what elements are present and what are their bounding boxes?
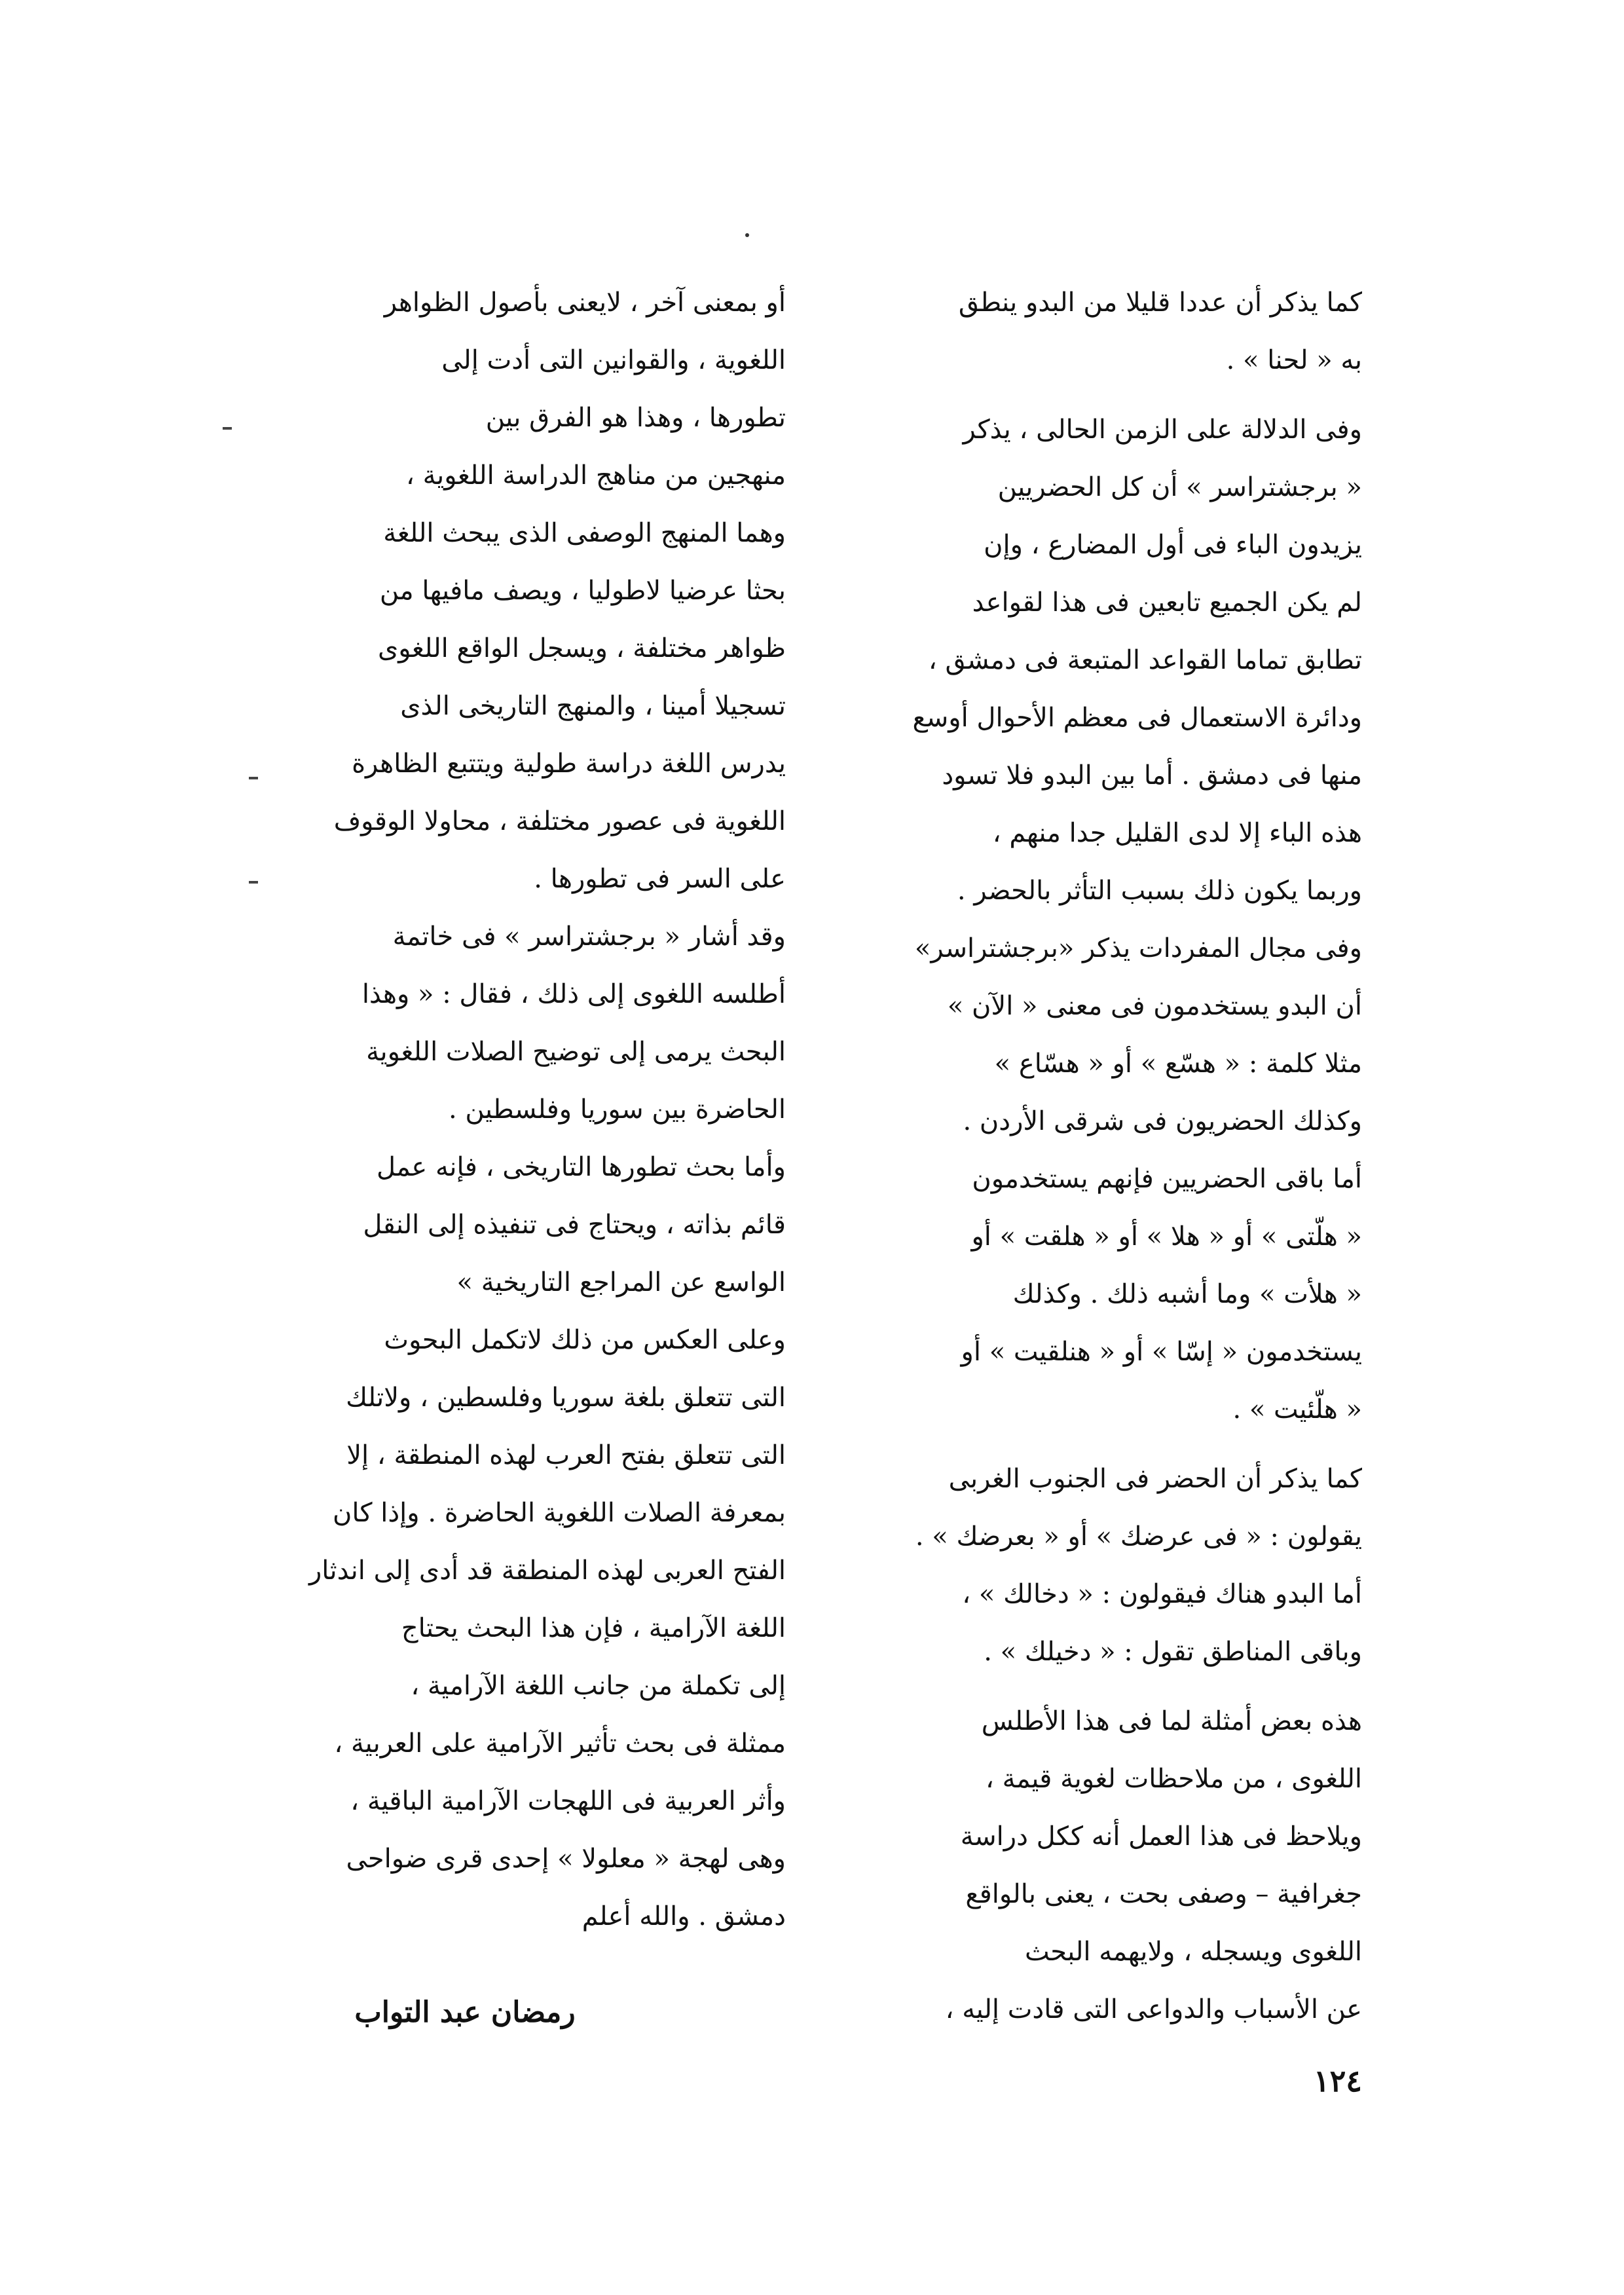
text-line: وعلى العكس من ذلك لاتكمل البحوث bbox=[384, 1325, 786, 1355]
text-line: « هلّئيت » . bbox=[1232, 1394, 1362, 1425]
text-line: وفى الدلالة على الزمن الحالى ، يذكر bbox=[963, 415, 1362, 445]
text-line: قائم بذاته ، ويحتاج فى تنفيذه إلى النقل bbox=[363, 1210, 786, 1240]
left-text-column bbox=[242, 274, 786, 1945]
text-line: البحث يرمى إلى توضيح الصلات اللغوية bbox=[366, 1037, 786, 1067]
text-line: الفتح العربى لهذه المنطقة قد أدى إلى اندثار bbox=[308, 1556, 786, 1586]
text-line: منها فى دمشق . أما بين البدو فلا تسود bbox=[942, 760, 1362, 791]
text-line: اللغوى ، من ملاحظات لغوية قيمة ، bbox=[986, 1764, 1362, 1794]
text-line: يدرس اللغة دراسة طولية ويتتبع الظاهرة bbox=[352, 749, 786, 779]
text-line: الواسع عن المراجع التاريخية » bbox=[456, 1267, 786, 1297]
text-line: أما باقى الحضريين فإنهم يستخدمون bbox=[972, 1164, 1362, 1194]
text-line: ودائرة الاستعمال فى معظم الأحوال أوسع bbox=[912, 703, 1362, 733]
text-line: بمعرفة الصلات اللغوية الحاضرة . وإذا كان bbox=[332, 1498, 786, 1528]
text-line: عن الأسباب والدواعى التى قادت إليه ، bbox=[945, 1994, 1362, 2024]
text-line: اللغوى ويسجله ، ولايهمه البحث bbox=[1025, 1937, 1362, 1967]
text-line: وباقى المناطق تقول : « دخيلك » . bbox=[984, 1637, 1362, 1667]
text-line: منهجين من مناهج الدراسة اللغوية ، bbox=[406, 460, 786, 491]
text-line: إلى تكملة من جانب اللغة الآرامية ، bbox=[411, 1671, 786, 1701]
text-line: بحثا عرضيا لاطوليا ، ويصف مافيها من bbox=[379, 576, 786, 606]
text-line: وأما بحث تطورها التاريخى ، فإنه عمل bbox=[376, 1152, 786, 1182]
text-line: جغرافية – وصفى بحت ، يعنى بالواقع bbox=[965, 1879, 1362, 1909]
text-line: تطابق تماما القواعد المتبعة فى دمشق ، bbox=[928, 645, 1362, 675]
text-line: اللغوية فى عصور مختلفة ، محاولا الوقوف bbox=[333, 806, 786, 836]
page-number: ١٢٤ bbox=[1313, 2063, 1362, 2099]
text-line: يزيدون الباء فى أول المضارع ، وإن bbox=[984, 530, 1362, 560]
text-line: يقولون : « فى عرضك » أو « بعرضك » . bbox=[915, 1521, 1362, 1552]
text-line: « هلأت » وما أشبه ذلك . وكذلك bbox=[1012, 1279, 1362, 1309]
text-line: وربما يكون ذلك بسبب التأثر بالحضر . bbox=[957, 876, 1362, 906]
text-line: كما يذكر أن الحضر فى الجنوب الغربى bbox=[948, 1464, 1362, 1494]
text-line: اللغوية ، والقوانين التى أدت إلى bbox=[441, 345, 786, 375]
text-line: يستخدمون « إسّا » أو « هنلقيت » أو bbox=[961, 1337, 1362, 1367]
text-line: وهما المنهج الوصفى الذى يبحث اللغة bbox=[383, 518, 786, 548]
text-line: « برجشتراسر » أن كل الحضريين bbox=[997, 472, 1362, 502]
text-line: هذه الباء إلا لدى القليل جدا منهم ، bbox=[992, 818, 1362, 848]
text-line: وفى مجال المفردات يذكر «برجشتراسر» bbox=[914, 933, 1362, 963]
text-line: أن البدو يستخدمون فى معنى « الآن » bbox=[947, 991, 1362, 1021]
text-line: وقد أشار « برجشتراسر » فى خاتمة bbox=[392, 922, 786, 952]
text-line: ظواهر مختلفة ، ويسجل الواقع اللغوى bbox=[377, 633, 786, 663]
text-line: لم يكن الجميع تابعين فى هذا لقواعد bbox=[972, 588, 1362, 618]
text-line: أما البدو هناك فيقولون : « دخالك » ، bbox=[962, 1579, 1362, 1609]
text-line: وهى لهجة « معلولا » إحدى قرى ضواحى bbox=[346, 1844, 786, 1874]
text-line: هذه بعض أمثلة لما فى هذا الأطلس bbox=[981, 1706, 1362, 1736]
text-line: التى تتعلق بفتح العرب لهذه المنطقة ، إلا bbox=[346, 1440, 786, 1470]
text-line: وأثر العربية فى اللهجات الآرامية الباقية ، bbox=[350, 1786, 786, 1816]
text-line: مثلا كلمة : « هسّع » أو « هسّاع » bbox=[994, 1049, 1362, 1079]
text-line: كما يذكر أن عددا قليلا من البدو ينطق bbox=[958, 288, 1362, 318]
text-line: الحاضرة بين سوريا وفلسطين . bbox=[448, 1094, 786, 1125]
margin-mark bbox=[223, 427, 232, 430]
text-line: اللغة الآرامية ، فإن هذا البحث يحتاج bbox=[401, 1613, 786, 1643]
text-line: به « لحنا » . bbox=[1226, 345, 1362, 375]
text-line: التى تتعلق بلغة سوريا وفلسطين ، ولاتلك bbox=[346, 1383, 786, 1413]
text-line: ممثلة فى بحث تأثير الآرامية على العربية ، bbox=[334, 1728, 786, 1759]
ink-dot bbox=[745, 233, 749, 237]
text-line: تسجيلا أمينا ، والمنهج التاريخى الذى bbox=[400, 691, 786, 721]
text-line: وكذلك الحضريون فى شرقى الأردن . bbox=[963, 1106, 1362, 1136]
right-text-column bbox=[819, 274, 1362, 2038]
text-line: دمشق . والله أعلم bbox=[581, 1901, 786, 1931]
text-line: ويلاحظ فى هذا العمل أنه ككل دراسة bbox=[960, 1821, 1362, 1852]
text-line: « هلّتى » أو « هلا » أو « هلقت » أو bbox=[971, 1222, 1362, 1252]
text-line: على السر فى تطورها . bbox=[534, 864, 786, 894]
text-line: تطورها ، وهذا هو الفرق بين bbox=[485, 403, 786, 433]
text-line: أو بمعنى آخر ، لايعنى بأصول الظواهر bbox=[384, 288, 786, 318]
author-signature: رمضان عبد التواب bbox=[354, 1996, 576, 2029]
text-line: أطلسه اللغوى إلى ذلك ، فقال : « وهذا bbox=[361, 979, 786, 1009]
